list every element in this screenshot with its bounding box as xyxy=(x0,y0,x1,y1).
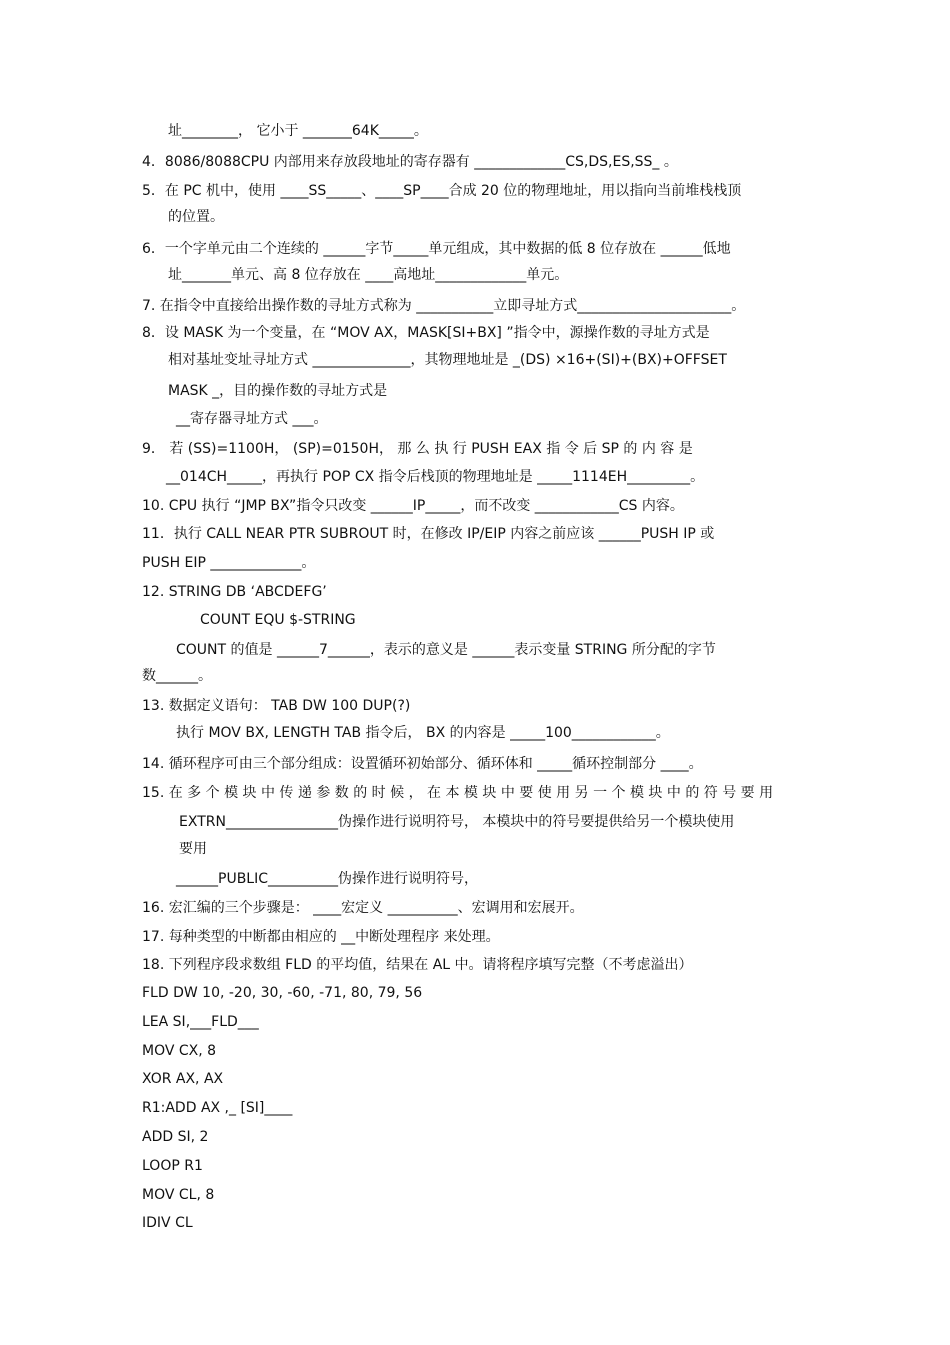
code-line: R1:ADD AX ,_ [SI]____ xyxy=(142,1100,293,1116)
question-8-answer: __寄存器寻址方式 ___。 xyxy=(176,411,328,427)
question-12-cont: COUNT 的值是 ______7______，表示的意义是 ______表示变量 STRING 所分配的字节 xyxy=(176,642,716,658)
question-4: 4．8086/8088CPU 内部用来存放段地址的寄存器有 _____________CS,DS,ES,SS_ 。 xyxy=(142,154,678,170)
question-14: 14. 循环程序可由三个部分组成：设置循环初始部分、循环体和 _____循环控制部分 ____。 xyxy=(142,756,703,772)
question-6-cont: 址_______单元、高 8 位存放在 ____高地址_____________单元。 xyxy=(168,267,569,283)
question-10: 10. CPU 执行 “JMP BX”指令只改变 ______IP_____，而不改变 ____________CS 内容。 xyxy=(142,498,684,514)
code-line: MOV CL, 8 xyxy=(142,1187,215,1203)
question-11-cont: PUSH EIP _____________。 xyxy=(142,555,316,571)
question-18: 18. 下列程序段求数组 FLD 的平均值，结果在 AL 中。请将程序填写完整（不考虑溢出） xyxy=(142,957,693,973)
question-6: 6．一个字单元由二个连续的 ______字节_____单元组成，其中数据的低 8 位存放在 ______低地 xyxy=(142,241,731,257)
question-8-cont: MASK _，目的操作数的寻址方式是 xyxy=(168,383,388,399)
code-line: LEA SI,___FLD___ xyxy=(142,1014,259,1030)
question-8-cont: 相对基址变址寻址方式 ______________，其物理地址是 _(DS) ×16+(SI)+(BX)+OFFSET xyxy=(168,352,727,368)
code-line: IDIV CL xyxy=(142,1215,193,1231)
question-8: 8．设 MASK 为一个变量，在 “MOV AX，MASK[SI+BX] ”指令中，源操作数的寻址方式是 xyxy=(142,325,710,341)
question-7: 7. 在指令中直接给出操作数的寻址方式称为 ___________立即寻址方式______________________。 xyxy=(142,298,746,314)
question-15-cont: EXTRN________________伪操作进行说明符号， 本模块中的符号要提供给另一个模块使用 xyxy=(179,814,735,830)
question-5: 5．在 PC 机中，使用 ____SS_____、____SP____合成 20 位的物理地址，用以指向当前堆栈栈顶 xyxy=(142,183,742,199)
answer-line: 址________， 它小于 _______64K_____。 xyxy=(168,123,428,139)
question-12: 12. STRING DB ‘ABCDEFG’ xyxy=(142,584,327,600)
question-5-cont: 的位置。 xyxy=(168,209,224,225)
question-15: 15. 在 多 个 模 块 中 传 递 参 数 的 时 候 ， 在 本 模 块 中 要 使 用 另 一 个 模 块 中 的 符 号 要 用 xyxy=(142,785,774,801)
question-15-cont: 要用 xyxy=(179,841,207,857)
question-13-cont: 执行 MOV BX, LENGTH TAB 指令后， BX 的内容是 _____100____________。 xyxy=(176,725,670,741)
question-12-cont: 数______。 xyxy=(142,668,212,684)
question-13: 13. 数据定义语句： TAB DW 100 DUP(?) xyxy=(142,698,411,714)
question-9-cont: __014CH_____，再执行 POP CX 指令后栈顶的物理地址是 _____1114EH_________。 xyxy=(166,469,705,485)
code-line: LOOP R1 xyxy=(142,1158,203,1174)
question-12-code: COUNT EQU $-STRING xyxy=(200,612,356,628)
code-line: FLD DW 10, -20, 30, -60, -71, 80, 79, 56 xyxy=(142,985,423,1001)
code-line: XOR AX, AX xyxy=(142,1071,224,1087)
code-line: MOV CX, 8 xyxy=(142,1043,217,1059)
question-17: 17. 每种类型的中断都由相应的 __中断处理程序 来处理。 xyxy=(142,929,500,945)
question-9: 9． 若 (SS)=1100H， (SP)=0150H， 那 么 执 行 PUSH EAX 指 令 后 SP 的 内 容 是 xyxy=(142,441,693,457)
question-15-cont: ______PUBLIC__________伪操作进行说明符号， xyxy=(176,871,478,887)
question-11: 11．执行 CALL NEAR PTR SUBROUT 时，在修改 IP/EIP 内容之前应该 ______PUSH IP 或 xyxy=(142,526,715,542)
code-line: ADD SI, 2 xyxy=(142,1129,209,1145)
question-16: 16. 宏汇编的三个步骤是： ____宏定义 __________、宏调用和宏展开。 xyxy=(142,900,584,916)
